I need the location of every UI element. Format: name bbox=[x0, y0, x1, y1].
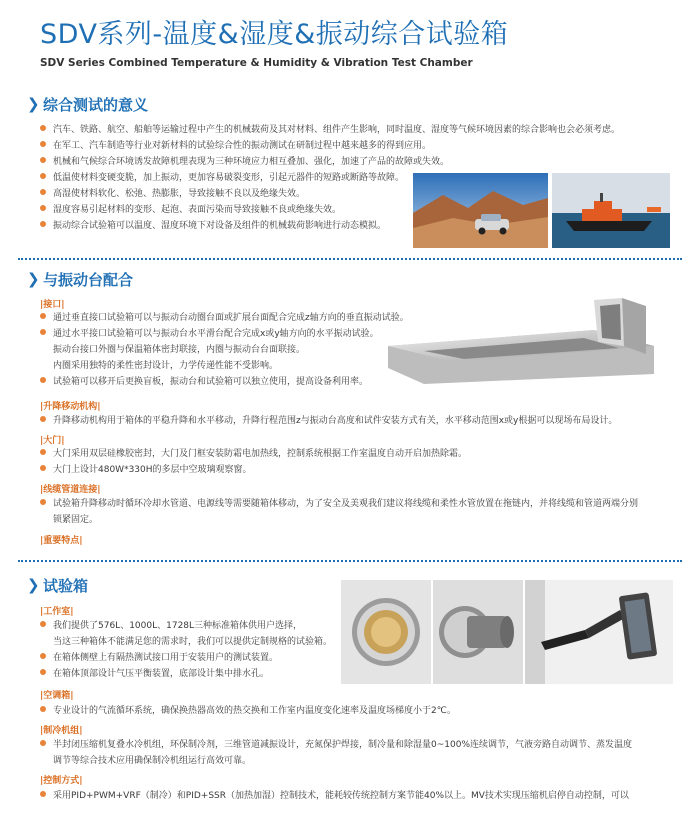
list-item: 低温使材料变硬变脆，加上振动，更加容易破裂变形，引起元器件的短路或断路等故障。 bbox=[40, 172, 620, 188]
list-item-cont: 当这三种箱体不能满足您的需求时，我们可以提供定制规格的试验箱。 bbox=[53, 637, 333, 647]
cool-list bbox=[40, 739, 632, 771]
page-subtitle: SDV Series Combined Temperature & Humidity & Vibration Test Chamber bbox=[40, 57, 473, 69]
list-item: 试验箱升降移动时循环冷却水管道、电源线等需要随箱体移动，为了安全及美观我们建议将线缆和柔性水管放置在拖链内，并将线缆和管道两端分别 bbox=[40, 498, 638, 514]
page-title: SDV系列-温度&湿度&振动综合试验箱 bbox=[40, 19, 509, 50]
monitor-arm-photo bbox=[525, 580, 673, 684]
list-item: 采用PID+PWM+VRF（制冷）和PID+SSR（加热加湿）控制技术，能耗较传统控制方案节能40%以上。MV技术实现压缩机启停自动控制，可以 bbox=[40, 790, 629, 803]
tag-port: |接口| bbox=[40, 300, 65, 310]
chevron-right-icon: ❯ bbox=[27, 95, 40, 113]
tag-cable: |线缆管道连接| bbox=[40, 485, 101, 495]
list-item: 湿度容易引起材料的变形、起泡、表面污染而导致接触不良或绝缘失效。 bbox=[40, 204, 620, 220]
vibration-interface-image bbox=[384, 296, 662, 384]
tag-ctrl: |控制方式| bbox=[40, 776, 83, 786]
list-item: 机械和气候综合环境诱发故障机理表现为三种环境应力相互叠加、强化，加速了产品的故障或失效。 bbox=[40, 156, 620, 172]
list-item: 在军工、汽车制造等行业对新材料的试验综合性的振动测试在研制过程中越来越多的得到应用。 bbox=[40, 140, 620, 156]
car-desert-photo bbox=[413, 173, 548, 248]
list-item: 振动综合试验箱可以温度、湿度环境下对设备及组件的机械载荷影响进行动态模拟。 bbox=[40, 220, 620, 236]
door-list bbox=[40, 448, 467, 480]
tag-features: |重要特点| bbox=[40, 536, 83, 546]
section-title-chamber: ❯ 试验箱 bbox=[27, 576, 89, 595]
section-title-meaning: ❯ 综合测试的意义 bbox=[27, 95, 149, 114]
list-item: 试验箱可以移开后更换盲板，振动台和试验箱可以独立使用，提高设备利用率。 bbox=[40, 376, 409, 392]
list-item: 通过垂直接口试验箱可以与振动台动圈台面或扩展台面配合完成z轴方向的垂直振动试验。 bbox=[40, 312, 409, 328]
list-item-cont: 调节等综合技术应用确保制冷机组运行高效可靠。 bbox=[53, 756, 252, 766]
list-item: 半封闭压缩机复叠水冷机组，环保制冷剂，三维管道减振设计，充氮保护焊接，制冷量和除湿量0~100%连续调节，气液旁路自动调节、蒸发温度 bbox=[40, 739, 632, 755]
list-item-cont: 锁紧固定。 bbox=[53, 515, 99, 525]
list-item: 大门采用双层硅橡胶密封，大门及门框安装防霜电加热线，控制系统根据工作室温度自动开启加热除霜。 bbox=[40, 448, 467, 464]
list-item: 在箱体顶部设计气压平衡装置，底部设计集中排水孔。 bbox=[40, 668, 332, 684]
tag-door: |大门| bbox=[40, 436, 65, 446]
test-port-photo bbox=[341, 580, 431, 684]
tag-lift: |升降移动机构| bbox=[40, 402, 101, 412]
tag-air: |空调箱| bbox=[40, 691, 74, 701]
list-item: 升降移动机构用于箱体的平稳升降和水平移动，升降行程范围z与振动台高度和试件安装方式有关，水平移动范围x或y根据可以现场布局设计。 bbox=[40, 415, 617, 428]
list-item: 汽车、铁路、航空、船舶等运输过程中产生的机械载荷及其对材料、组件产生影响，同时温度、湿度等气候环境因素的综合影响也会必须考虑。 bbox=[40, 124, 620, 140]
cable-list bbox=[40, 498, 638, 530]
ship-photo bbox=[552, 173, 670, 248]
tag-workroom: |工作室| bbox=[40, 607, 74, 617]
list-item: 我们提供了576L、1000L、1728L三种标准箱体供用户选择， bbox=[40, 620, 332, 636]
section-divider bbox=[18, 258, 682, 260]
section-title-vibration: ❯ 与振动台配合 bbox=[27, 270, 134, 289]
list-item-cont: 内圈采用独特的柔性密封设计，力学传递性能不受影响。 bbox=[53, 361, 279, 371]
port-list bbox=[40, 312, 409, 392]
chevron-right-icon: ❯ bbox=[27, 270, 40, 288]
list-item: 专业设计的气流循环系统，确保换热器高效的热交换和工作室内温度变化速率及温度场梯度小于2℃。 bbox=[40, 705, 456, 718]
chevron-right-icon: ❯ bbox=[27, 576, 40, 594]
port-plug-photo bbox=[433, 580, 523, 684]
list-item: 大门上设计480W*330H的多层中空玻璃观察窗。 bbox=[40, 464, 467, 480]
section-divider bbox=[18, 560, 682, 562]
list-item: 在箱体侧壁上有隔热测试接口用于安装用户的测试装置。 bbox=[40, 652, 332, 668]
tag-cool: |制冷机组| bbox=[40, 726, 83, 736]
list-item: 高湿使材料软化、松弛、热膨胀，导致接触不良以及绝缘失效。 bbox=[40, 188, 620, 204]
list-item: 通过水平接口试验箱可以与振动台水平滑台配合完成x或y轴方向的水平振动试验。 bbox=[40, 328, 409, 344]
list-item-cont: 振动台接口外圈与保温箱体密封联接，内圈与振动台台面联接。 bbox=[53, 345, 306, 355]
workroom-list bbox=[40, 620, 332, 684]
